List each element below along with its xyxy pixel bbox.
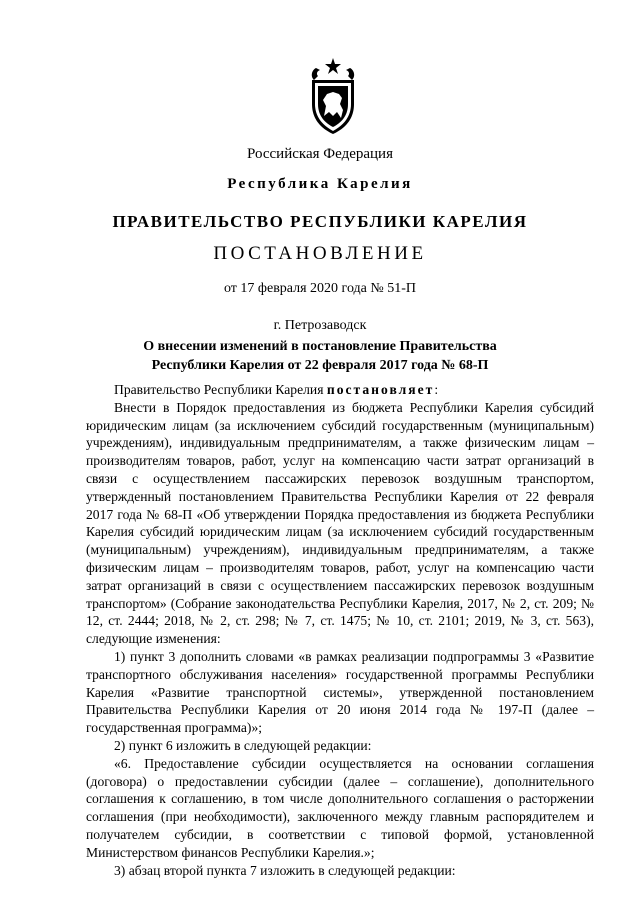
subject-line-1: О внесении изменений в постановление Правительства (143, 339, 497, 354)
body-paragraph-3: 2) пункт 6 изложить в следующей редакции: (114, 737, 372, 753)
body-paragraph-5: 3) абзац второй пункта 7 изложить в следующей редакции: (114, 862, 456, 878)
subject-line-2: Республики Карелия от 22 февраля 2017 года № 68-П (151, 358, 489, 373)
document-subject (0, 337, 640, 375)
body-paragraph-2: 1) пункт 3 дополнить словами «в рамках реализации подпрограммы 3 «Развитие транспортного обслуживания населения» государственной программы Республики Карелия «Развитие транспортной системы», утвержденной постановлением Правительства Республики Карелия от 20 июня 2014 года № 197-П (далее – государственная программа)»; (86, 648, 594, 736)
document-body (86, 381, 594, 879)
coat-of-arms-emblem (298, 56, 368, 136)
intro-suffix: : (434, 382, 439, 397)
republic-name: Республика Карелия (227, 176, 413, 192)
document-city: г. Петрозаводск (273, 318, 367, 333)
intro-prefix: Правительство Республики Карелия (114, 382, 327, 397)
body-paragraph-1: Внести в Порядок предоставления из бюджета Республики Карелия субсидий юридическим лицам (за исключением субсидий государственным (муниципальным) учреждениям), индивидуальным предпринимателям, а также физическим лицам – производителям товаров, работ, услуг на компенсацию части затрат организаций в связи с осуществлением пассажирских перевозок воздушным транспортом, утвержденный постановлением Правительства Республики Карелия от 22 февраля 2017 года № 68-П «Об утверждении Порядка предоставления из бюджета Республики Карелия субсидий юридическим лицам (за исключением субсидий государственным (муниципальным) учреждениям), индивидуальным предпринимателям, а также физическим лицам – производителям товаров, работ, услуг на компенсацию части затрат организаций в связи с осуществлением пассажирских перевозок воздушным транспортом» (Собрание законодательства Республики Карелия, 2017, № 2, ст. 209; № 12, ст. 2444; 2018, № 2, ст. 298; № 7, ст. 1475; № 10, ст. 2101; 2019, № 3, ст. 563), следующие изменения: (86, 399, 594, 647)
document-type: ПОСТАНОВЛЕНИЕ (213, 243, 427, 264)
intro-verb: постановляет (326, 382, 435, 397)
government-title: ПРАВИТЕЛЬСТВО РЕСПУБЛИКИ КАРЕЛИЯ (112, 212, 528, 231)
intro-paragraph (86, 381, 594, 399)
country-name: Российская Федерация (247, 146, 393, 162)
body-paragraph-4: «6. Предоставление субсидии осуществляется на основании соглашения (договора) о предоставлении субсидии (далее – соглашение), дополнительного соглашения к соглашению, в том числе дополнительного соглашения о расторжении соглашения (при необходимости), заключенного между главным распорядителем и получателем субсидии, в соответствии с типовой формой, установленной Министерством финансов Республики Карелия.»; (86, 755, 594, 860)
document-date-number: от 17 февраля 2020 года № 51-П (223, 281, 417, 296)
